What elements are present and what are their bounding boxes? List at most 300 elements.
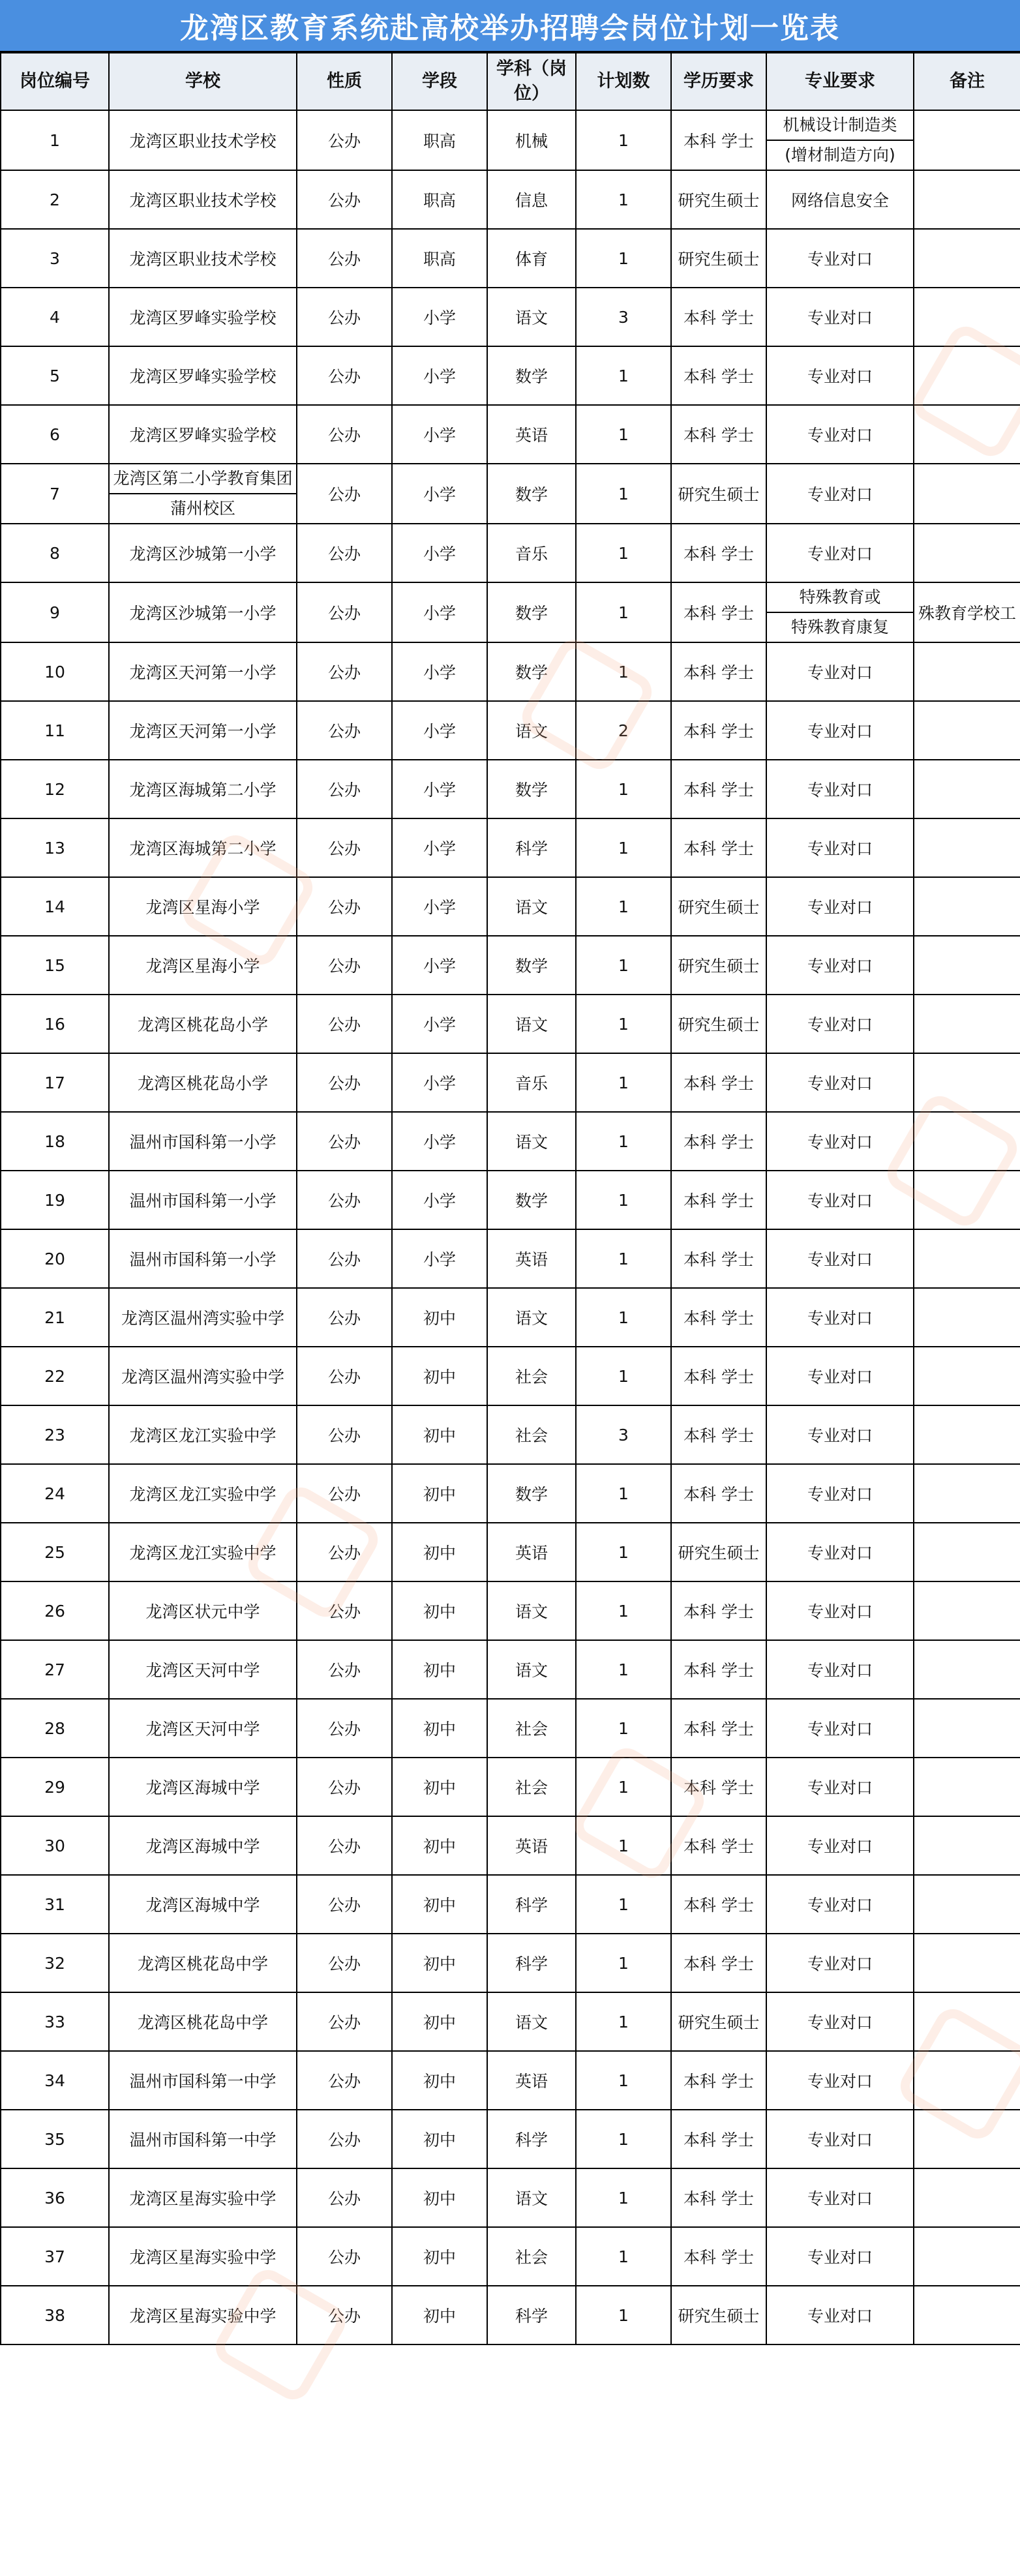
cell-major: 专业对口: [766, 229, 914, 288]
cell-major: [766, 110, 914, 170]
cell-stage: 初中: [392, 2168, 487, 2227]
cell-no: 1: [1, 110, 109, 170]
cell-subject: 数学: [487, 1464, 576, 1523]
cell-subject: 科学: [487, 2110, 576, 2168]
cell-stage: 初中: [392, 2286, 487, 2344]
cell-stage: 小学: [392, 464, 487, 524]
table-row: [1, 877, 1020, 936]
cell-note: [914, 405, 1020, 464]
cell-nature: 公办: [297, 1171, 392, 1229]
cell-major: 专业对口: [766, 2286, 914, 2344]
cell-subject: 机械: [487, 110, 576, 170]
cell-major: 网络信息安全: [766, 170, 914, 229]
cell-subject: 数学: [487, 1171, 576, 1229]
cell-no: 2: [1, 170, 109, 229]
cell-note: [914, 288, 1020, 346]
cell-subject: 社会: [487, 1758, 576, 1816]
cell-stage: 小学: [392, 936, 487, 995]
cell-count: 3: [576, 1405, 671, 1464]
cell-no: 10: [1, 642, 109, 701]
cell-school: 龙湾区海城中学: [109, 1758, 297, 1816]
cell-no: 29: [1, 1758, 109, 1816]
cell-school: 龙湾区温州湾实验中学: [109, 1347, 297, 1405]
cell-stage: 职高: [392, 110, 487, 170]
cell-major: 专业对口: [766, 288, 914, 346]
cell-count: 1: [576, 1523, 671, 1581]
cell-note: [914, 642, 1020, 701]
cell-edu: 本科 学士: [671, 1816, 766, 1875]
cell-major: 专业对口: [766, 1699, 914, 1758]
cell-major: 专业对口: [766, 1112, 914, 1171]
cell-major: 专业对口: [766, 877, 914, 936]
cell-major: 专业对口: [766, 2110, 914, 2168]
cell-edu: 研究生硕士: [671, 229, 766, 288]
cell-edu: 本科 学士: [671, 1053, 766, 1112]
cell-count: 1: [576, 405, 671, 464]
cell-note: [914, 1523, 1020, 1581]
cell-edu: 本科 学士: [671, 2051, 766, 2110]
cell-school: 龙湾区职业技术学校: [109, 229, 297, 288]
cell-count: 1: [576, 170, 671, 229]
cell-count: 1: [576, 1112, 671, 1171]
cell-stage: 初中: [392, 1464, 487, 1523]
cell-nature: 公办: [297, 2168, 392, 2227]
cell-stage: 小学: [392, 582, 487, 642]
cell-major: 专业对口: [766, 464, 914, 524]
table-row: [1, 464, 1020, 524]
cell-edu: 研究生硕士: [671, 2286, 766, 2344]
cell-note: [914, 110, 1020, 170]
cell-subject: 语文: [487, 1640, 576, 1699]
cell-school: 龙湾区职业技术学校: [109, 170, 297, 229]
cell-note: [914, 1816, 1020, 1875]
cell-nature: 公办: [297, 1992, 392, 2051]
cell-major: 专业对口: [766, 2051, 914, 2110]
cell-subject: 语文: [487, 1581, 576, 1640]
cell-nature: 公办: [297, 170, 392, 229]
table-row: [1, 2286, 1020, 2344]
cell-stage: 初中: [392, 1992, 487, 2051]
cell-count: 1: [576, 1640, 671, 1699]
cell-note: [914, 1581, 1020, 1640]
table-row: [1, 1934, 1020, 1992]
table-row: [1, 110, 1020, 170]
cell-count: 2: [576, 701, 671, 760]
cell-edu: 研究生硕士: [671, 1992, 766, 2051]
cell-no: 32: [1, 1934, 109, 1992]
cell-note: [914, 1347, 1020, 1405]
cell-nature: 公办: [297, 2051, 392, 2110]
cell-nature: 公办: [297, 288, 392, 346]
cell-note: [914, 1699, 1020, 1758]
cell-note: [914, 1229, 1020, 1288]
cell-school: 温州市国科第一小学: [109, 1229, 297, 1288]
cell-note: [914, 818, 1020, 877]
cell-subject: 社会: [487, 1347, 576, 1405]
table-row: [1, 936, 1020, 995]
cell-school: 龙湾区罗峰实验学校: [109, 346, 297, 405]
cell-school: 温州市国科第一中学: [109, 2110, 297, 2168]
cell-major: 专业对口: [766, 1523, 914, 1581]
cell-major: 专业对口: [766, 2168, 914, 2227]
page-title: 龙湾区教育系统赴高校举办招聘会岗位计划一览表: [0, 0, 1020, 52]
cell-subject: 科学: [487, 818, 576, 877]
header-cell-subject: 学科（岗位）: [487, 53, 576, 110]
cell-school: 龙湾区星海实验中学: [109, 2227, 297, 2286]
cell-edu: 本科 学士: [671, 2168, 766, 2227]
cell-count: 1: [576, 582, 671, 642]
cell-no: 25: [1, 1523, 109, 1581]
cell-stage: 职高: [392, 170, 487, 229]
cell-nature: 公办: [297, 1229, 392, 1288]
cell-no: 27: [1, 1640, 109, 1699]
cell-no: 11: [1, 701, 109, 760]
cell-school: 龙湾区龙江实验中学: [109, 1405, 297, 1464]
cell-subject: 科学: [487, 2286, 576, 2344]
cell-count: 1: [576, 1288, 671, 1347]
cell-stage: 职高: [392, 229, 487, 288]
cell-count: 1: [576, 2286, 671, 2344]
cell-note: [914, 1112, 1020, 1171]
cell-major-line: (增材制造方向): [767, 140, 913, 170]
cell-count: 1: [576, 229, 671, 288]
cell-count: 1: [576, 1464, 671, 1523]
cell-edu: 本科 学士: [671, 1934, 766, 1992]
cell-no: 4: [1, 288, 109, 346]
cell-stage: 初中: [392, 1640, 487, 1699]
cell-subject: 社会: [487, 1699, 576, 1758]
cell-nature: 公办: [297, 464, 392, 524]
job-plan-table: [0, 52, 1020, 2345]
cell-nature: 公办: [297, 936, 392, 995]
cell-subject: 数学: [487, 642, 576, 701]
cell-no: 20: [1, 1229, 109, 1288]
table-row: [1, 760, 1020, 818]
table-header-row: [1, 53, 1020, 110]
table-row: [1, 1758, 1020, 1816]
header-cell-school: 学校: [109, 53, 297, 110]
table-row: [1, 1640, 1020, 1699]
cell-stage: 小学: [392, 642, 487, 701]
cell-note: [914, 1992, 1020, 2051]
table-row: [1, 1992, 1020, 2051]
cell-major: 专业对口: [766, 1464, 914, 1523]
cell-edu: 本科 学士: [671, 1405, 766, 1464]
cell-stage: 小学: [392, 288, 487, 346]
cell-subject: 音乐: [487, 1053, 576, 1112]
table-row: [1, 1581, 1020, 1640]
cell-major: 专业对口: [766, 936, 914, 995]
cell-school: 龙湾区海城中学: [109, 1816, 297, 1875]
cell-count: 1: [576, 346, 671, 405]
cell-nature: 公办: [297, 2110, 392, 2168]
cell-nature: 公办: [297, 760, 392, 818]
cell-edu: 本科 学士: [671, 524, 766, 582]
cell-nature: 公办: [297, 1816, 392, 1875]
header-cell-stage: 学段: [392, 53, 487, 110]
cell-count: 1: [576, 936, 671, 995]
cell-stage: 小学: [392, 524, 487, 582]
cell-school: 龙湾区桃花岛小学: [109, 995, 297, 1053]
cell-edu: 本科 学士: [671, 1875, 766, 1934]
cell-subject: 语文: [487, 1992, 576, 2051]
cell-nature: 公办: [297, 1053, 392, 1112]
cell-subject: 语文: [487, 1288, 576, 1347]
cell-count: 1: [576, 818, 671, 877]
table-row: [1, 995, 1020, 1053]
cell-note: [914, 229, 1020, 288]
table-row: [1, 170, 1020, 229]
cell-school: 龙湾区桃花岛中学: [109, 1992, 297, 2051]
cell-edu: 本科 学士: [671, 1347, 766, 1405]
table-row: [1, 1171, 1020, 1229]
cell-major: 专业对口: [766, 524, 914, 582]
table-row: [1, 582, 1020, 642]
table-row: [1, 405, 1020, 464]
cell-stage: 初中: [392, 1934, 487, 1992]
cell-edu: 本科 学士: [671, 701, 766, 760]
cell-stage: 初中: [392, 1523, 487, 1581]
cell-edu: 本科 学士: [671, 346, 766, 405]
cell-edu: 本科 学士: [671, 1581, 766, 1640]
cell-school: 龙湾区罗峰实验学校: [109, 405, 297, 464]
cell-school-line: 蒲州校区: [110, 493, 296, 523]
cell-note: [914, 995, 1020, 1053]
cell-note: [914, 877, 1020, 936]
cell-no: 26: [1, 1581, 109, 1640]
cell-nature: 公办: [297, 2227, 392, 2286]
cell-major: 专业对口: [766, 1581, 914, 1640]
header-cell-no: 岗位编号: [1, 53, 109, 110]
cell-nature: 公办: [297, 524, 392, 582]
cell-subject: 英语: [487, 1229, 576, 1288]
table-row: [1, 818, 1020, 877]
cell-major: 专业对口: [766, 995, 914, 1053]
cell-nature: 公办: [297, 642, 392, 701]
cell-subject: 数学: [487, 346, 576, 405]
cell-subject: 科学: [487, 1875, 576, 1934]
cell-subject: 英语: [487, 1816, 576, 1875]
cell-count: 1: [576, 760, 671, 818]
cell-school: 龙湾区天河第一小学: [109, 642, 297, 701]
cell-major: 专业对口: [766, 760, 914, 818]
cell-note: [914, 1934, 1020, 1992]
cell-subject: 语文: [487, 2168, 576, 2227]
table-row: [1, 1229, 1020, 1288]
cell-count: 1: [576, 1171, 671, 1229]
cell-edu: 本科 学士: [671, 1229, 766, 1288]
cell-subject: 体育: [487, 229, 576, 288]
table-row: [1, 346, 1020, 405]
cell-no: 15: [1, 936, 109, 995]
table-row: [1, 2168, 1020, 2227]
cell-note: [914, 1875, 1020, 1934]
cell-major: 专业对口: [766, 1875, 914, 1934]
cell-school: 龙湾区天河中学: [109, 1699, 297, 1758]
cell-note: [914, 346, 1020, 405]
cell-subject: 社会: [487, 1405, 576, 1464]
cell-school: 龙湾区星海小学: [109, 936, 297, 995]
cell-school: 龙湾区罗峰实验学校: [109, 288, 297, 346]
cell-stage: 小学: [392, 1112, 487, 1171]
cell-note: [914, 2227, 1020, 2286]
cell-no: 3: [1, 229, 109, 288]
cell-count: 1: [576, 1875, 671, 1934]
table-row: [1, 524, 1020, 582]
cell-school-line: 龙湾区第二小学教育集团: [113, 469, 293, 488]
cell-note: [914, 2051, 1020, 2110]
cell-nature: 公办: [297, 701, 392, 760]
cell-count: 1: [576, 1934, 671, 1992]
cell-note: [914, 2168, 1020, 2227]
cell-subject: 科学: [487, 1934, 576, 1992]
header-cell-count: 计划数: [576, 53, 671, 110]
cell-major: 专业对口: [766, 701, 914, 760]
cell-school: 龙湾区龙江实验中学: [109, 1464, 297, 1523]
cell-stage: 小学: [392, 877, 487, 936]
cell-edu: 研究生硕士: [671, 1523, 766, 1581]
cell-note: [914, 524, 1020, 582]
cell-no: 38: [1, 2286, 109, 2344]
cell-note: [914, 1758, 1020, 1816]
cell-major: 专业对口: [766, 2227, 914, 2286]
table-row: [1, 1464, 1020, 1523]
cell-stage: 初中: [392, 2110, 487, 2168]
cell-note: [914, 1464, 1020, 1523]
cell-count: 1: [576, 642, 671, 701]
cell-count: 1: [576, 1229, 671, 1288]
cell-major: 专业对口: [766, 1053, 914, 1112]
cell-nature: 公办: [297, 2286, 392, 2344]
cell-edu: 本科 学士: [671, 582, 766, 642]
cell-major: 专业对口: [766, 642, 914, 701]
cell-count: 1: [576, 1992, 671, 2051]
cell-subject: 数学: [487, 936, 576, 995]
cell-nature: 公办: [297, 1581, 392, 1640]
cell-no: 12: [1, 760, 109, 818]
cell-note: [914, 1288, 1020, 1347]
cell-stage: 小学: [392, 701, 487, 760]
cell-school: 龙湾区职业技术学校: [109, 110, 297, 170]
cell-major: 专业对口: [766, 1288, 914, 1347]
header-cell-nature: 性质: [297, 53, 392, 110]
cell-note: 殊教育学校工: [914, 582, 1020, 642]
cell-nature: 公办: [297, 1875, 392, 1934]
cell-major: 专业对口: [766, 1229, 914, 1288]
cell-edu: 本科 学士: [671, 1640, 766, 1699]
cell-no: 14: [1, 877, 109, 936]
cell-subject: 英语: [487, 1523, 576, 1581]
cell-subject: 语文: [487, 995, 576, 1053]
cell-major: 专业对口: [766, 1992, 914, 2051]
cell-edu: 研究生硕士: [671, 877, 766, 936]
table-row: [1, 1053, 1020, 1112]
cell-stage: 初中: [392, 1816, 487, 1875]
cell-edu: 本科 学士: [671, 110, 766, 170]
cell-school: 龙湾区星海实验中学: [109, 2286, 297, 2344]
cell-nature: 公办: [297, 1288, 392, 1347]
cell-no: 28: [1, 1699, 109, 1758]
cell-stage: 小学: [392, 346, 487, 405]
cell-note: [914, 170, 1020, 229]
cell-nature: 公办: [297, 110, 392, 170]
cell-stage: 小学: [392, 1171, 487, 1229]
header-cell-major: 专业要求: [766, 53, 914, 110]
cell-stage: 初中: [392, 1758, 487, 1816]
cell-no: 18: [1, 1112, 109, 1171]
cell-school: 龙湾区温州湾实验中学: [109, 1288, 297, 1347]
cell-note: [914, 464, 1020, 524]
cell-no: 24: [1, 1464, 109, 1523]
cell-edu: 本科 学士: [671, 2227, 766, 2286]
table-row: [1, 2110, 1020, 2168]
cell-subject: 信息: [487, 170, 576, 229]
cell-no: 9: [1, 582, 109, 642]
cell-count: 1: [576, 995, 671, 1053]
cell-nature: 公办: [297, 405, 392, 464]
cell-stage: 小学: [392, 405, 487, 464]
cell-no: 31: [1, 1875, 109, 1934]
table-row: [1, 229, 1020, 288]
cell-school: 龙湾区海城第二小学: [109, 760, 297, 818]
table-row: [1, 1523, 1020, 1581]
cell-no: 35: [1, 2110, 109, 2168]
cell-no: 7: [1, 464, 109, 524]
cell-major: 专业对口: [766, 1934, 914, 1992]
header-cell-edu: 学历要求: [671, 53, 766, 110]
cell-stage: 初中: [392, 1405, 487, 1464]
cell-school: [109, 464, 297, 524]
cell-note: [914, 2110, 1020, 2168]
cell-school: 温州市国科第一小学: [109, 1112, 297, 1171]
table-row: [1, 2051, 1020, 2110]
cell-no: 16: [1, 995, 109, 1053]
cell-nature: 公办: [297, 582, 392, 642]
cell-edu: 本科 学士: [671, 1288, 766, 1347]
cell-school: 龙湾区海城第二小学: [109, 818, 297, 877]
cell-nature: 公办: [297, 1405, 392, 1464]
cell-major: 专业对口: [766, 1640, 914, 1699]
cell-count: 1: [576, 2168, 671, 2227]
cell-school: 龙湾区海城中学: [109, 1875, 297, 1934]
cell-stage: 初中: [392, 1581, 487, 1640]
cell-major: 专业对口: [766, 1816, 914, 1875]
cell-subject: 数学: [487, 464, 576, 524]
cell-count: 1: [576, 1699, 671, 1758]
table-row: [1, 2227, 1020, 2286]
cell-note: [914, 1053, 1020, 1112]
cell-note: [914, 1640, 1020, 1699]
cell-stage: 小学: [392, 1229, 487, 1288]
table-row: [1, 1875, 1020, 1934]
table-body: [1, 110, 1020, 2344]
cell-count: 1: [576, 524, 671, 582]
cell-stage: 初中: [392, 1347, 487, 1405]
cell-nature: 公办: [297, 229, 392, 288]
table-row: [1, 288, 1020, 346]
cell-no: 13: [1, 818, 109, 877]
cell-no: 34: [1, 2051, 109, 2110]
cell-subject: 社会: [487, 2227, 576, 2286]
cell-edu: 本科 学士: [671, 1464, 766, 1523]
cell-edu: 研究生硕士: [671, 936, 766, 995]
cell-school: 龙湾区星海小学: [109, 877, 297, 936]
cell-edu: 本科 学士: [671, 1112, 766, 1171]
cell-school: 龙湾区沙城第一小学: [109, 524, 297, 582]
cell-school: 龙湾区状元中学: [109, 1581, 297, 1640]
cell-subject: 数学: [487, 760, 576, 818]
cell-edu: 本科 学士: [671, 818, 766, 877]
